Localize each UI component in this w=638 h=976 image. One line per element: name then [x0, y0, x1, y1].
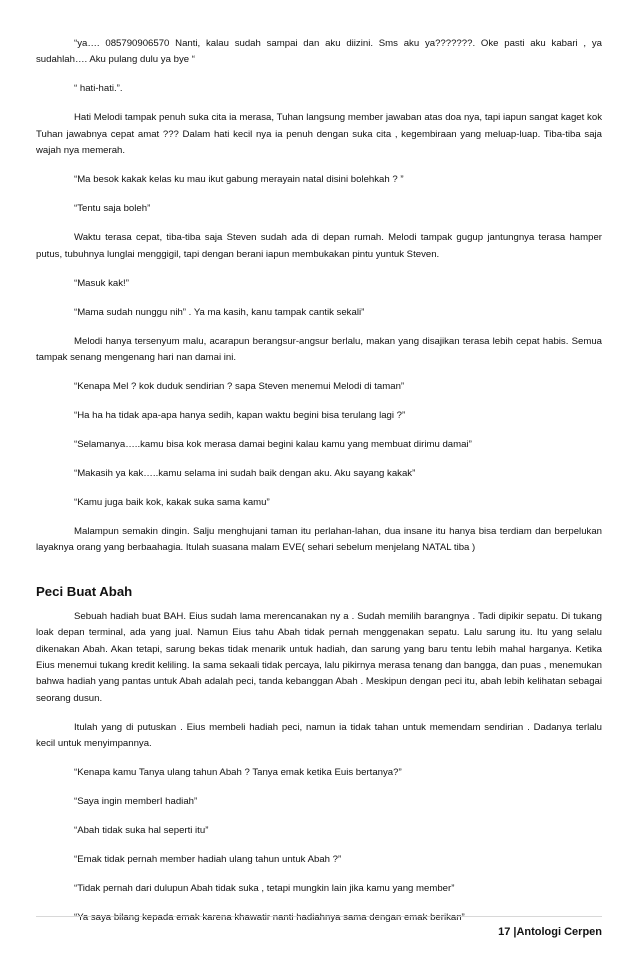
paragraph: “Tidak pernah dari dulupun Abah tidak suka , tetapi mungkin lain jika kamu yang member”: [74, 883, 455, 895]
page-content: [36, 36, 602, 939]
paragraph: “Kenapa kamu Tanya ulang tahun Abah ? Tanya emak ketika Euis bertanya?”: [74, 767, 402, 779]
story-peci-buat-abah: [36, 609, 602, 927]
paragraph: “Ma besok kakak kelas ku mau ikut gabung merayain natal disini bolehkah ? ”: [74, 174, 404, 186]
paragraph: “Abah tidak suka hal seperti itu”: [74, 825, 209, 837]
paragraph: Itulah yang di putuskan . Eius membeli hadiah peci, namun ia tidak tahan untuk memendam sendirian . Dadanya terlalu kecil untuk menyimpannya.: [36, 721, 602, 750]
footer-divider: [36, 916, 602, 917]
paragraph: “Selamanya…..kamu bisa kok merasa damai begini kalau kamu yang membuat dirimu damai”: [74, 439, 472, 451]
paragraph: “Kenapa Mel ? kok duduk sendirian ? sapa Steven menemui Melodi di taman”: [74, 381, 405, 393]
story-continuation: [36, 36, 602, 557]
page-footer: 17 |Antologi Cerpen: [498, 926, 602, 938]
paragraph: Hati Melodi tampak penuh suka cita ia merasa, Tuhan langsung member jawaban atas doa nya, tapi iapun sangat kaget kok Tuhan jawabnya cepat amat ??? Dalam hati kecil nya ia penuh dengan suka cita , kegembiraan yang meluap-luap. Tiba-tiba saja wajah nya memerah.: [36, 112, 602, 157]
paragraph: “Mama sudah nunggu nih” . Ya ma kasih, kanu tampak cantik sekali”: [74, 306, 365, 318]
paragraph: “Masuk kak!”: [74, 277, 129, 289]
paragraph: Melodi hanya tersenyum malu, acarapun berangsur-angsur berlalu, makan yang disajikan terasa lebih cepat habis. Semua tampak senang mengenang hari nan damai ini.: [36, 335, 602, 364]
paragraph: “Saya ingin memberI hadiah”: [74, 796, 198, 808]
paragraph: “Emak tidak pernah member hadiah ulang tahun untuk Abah ?”: [74, 854, 342, 866]
paragraph: “Tentu saja boleh”: [74, 203, 151, 215]
paragraph: “Ha ha ha tidak apa-apa hanya sedih, kapan waktu begini bisa terulang lagi ?”: [74, 410, 406, 422]
paragraph: “ hati-hati.”.: [74, 83, 123, 95]
paragraph: Waktu terasa cepat, tiba-tiba saja Steven sudah ada di depan rumah. Melodi tampak gugup jantungnya terasa hamper putus, tubuhnya lunglai menggigil, tapi dengan berani iapun membukakan pintu yuntuk Steven.: [36, 232, 602, 260]
paragraph: “ya…. 085790906570 Nanti, kalau sudah sampai dan aku diizini. Sms aku ya???????. Oke pasti aku kabari , ya sudahlah…. Aku pulang dulu ya bye “: [36, 38, 602, 66]
paragraph: Malampun semakin dingin. Salju menghujani taman itu perlahan-lahan, dua insane itu hanya bisa terdiam dan berpelukan layaknya orang yang berbaahagia. Itulah suasana malam EVE( sehari sebelum menjelang NATAL tiba ): [36, 526, 602, 554]
section-title: Peci Buat Abah: [36, 583, 133, 599]
paragraph: “Ya saya bilang kepada emak karena khawatir nanti hadiahnya sama dengan emak berikan”: [74, 912, 465, 924]
paragraph: “Makasih ya kak…..kamu selama ini sudah baik dengan aku. Aku sayang kakak”: [74, 468, 416, 480]
paragraph: “Kamu juga baik kok, kakak suka sama kamu”: [74, 497, 270, 509]
paragraph: Sebuah hadiah buat BAH. Eius sudah lama merencanakan ny a . Sudah memilih barangnya . Tadi dipikir sepatu. Di tukang loak depan terminal, ada yang jual. Namun Eius tahu Abah tidak pernah menggenakan sepatu. Lalu sarung itu. Itu yang selalu dikenakan Abah. Akan tetapi, sarung bekas tidak menarik untuk hadiah, dan sarung yang baru tentu lebih mahal harganya. Ketika Eius menemui tukang kredit keliling. Ia sama sekaali tidak percaya, lalu pikirnya merasa tenang dan bangga, dan puas , menemukan bahwa hadiah yang pantas untuk Abah adalah peci, tanda kebanggan Abah . Meskipun dengan peci itu, abah lebih kelihatan sebagai seorang dusun.: [36, 610, 602, 704]
